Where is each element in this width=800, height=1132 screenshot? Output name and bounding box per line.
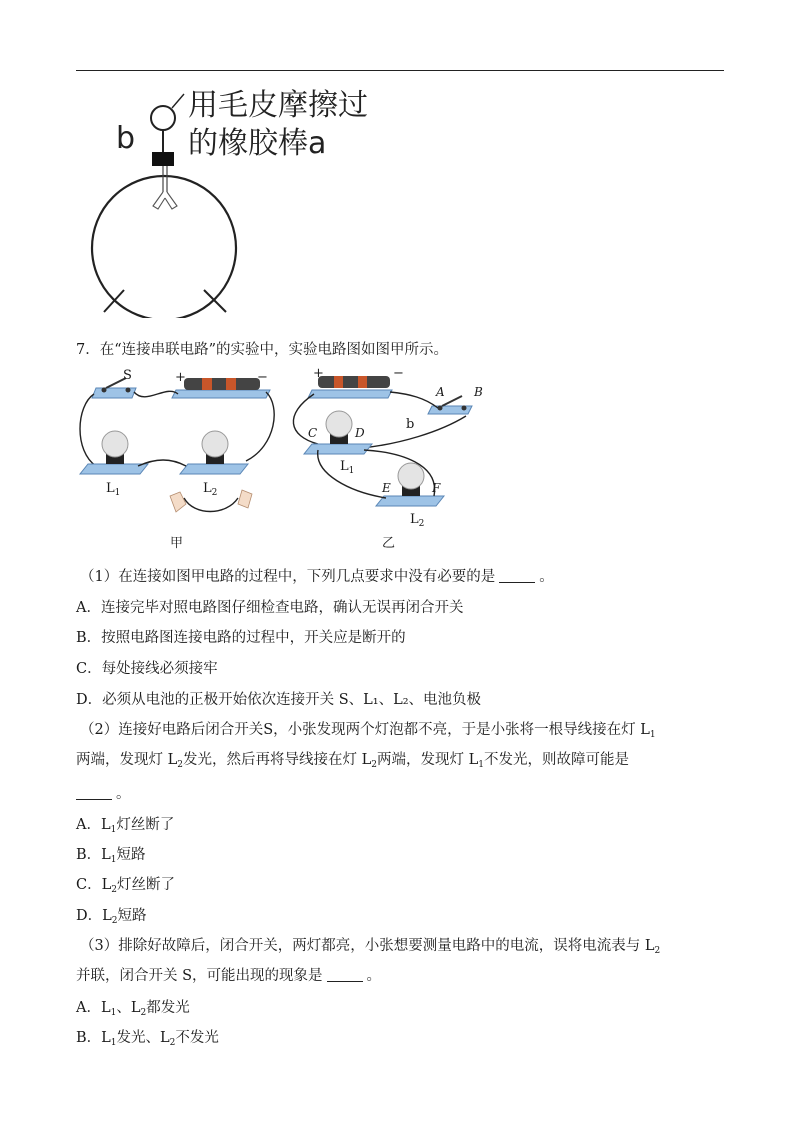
part1-option-c[interactable]: C．每处接线必须接牢	[76, 661, 218, 677]
electroscope-label-b: b	[116, 121, 136, 156]
part2-option-a[interactable]: A．$L_1$灯丝断了	[76, 817, 175, 835]
part2-option-c[interactable]: C．$L_2$灯丝断了	[76, 877, 175, 895]
part2-stem-line3: 。	[76, 784, 131, 804]
circuit-figure-yi	[290, 364, 500, 529]
part3-option-a[interactable]: A．$L_1$、$L_2$都发光	[76, 1000, 190, 1018]
part1-option-b[interactable]: B．按照电路图连接电路的过程中，开关应是断开的	[76, 630, 406, 646]
jia-switch-label: S	[123, 368, 132, 383]
yi-point-c-label: C	[308, 426, 318, 440]
electroscope-caption-line2: 的橡胶棒a	[188, 126, 327, 161]
yi-point-d-label: D	[355, 426, 365, 440]
part1-stem: （1）在连接如图甲电路的过程中，下列几点要求中没有必要的是 。	[80, 569, 554, 585]
part2-stem-line2: 两端，发现灯 $L_2$发光，然后再将导线接在灯 $L_2$两端，发现灯 $L_1$不发光，则故障可能是	[76, 752, 629, 770]
answer-blank-2[interactable]	[76, 785, 112, 800]
yi-lamp2-label: $L_2$	[410, 512, 425, 529]
part3-stem-line2: 并联，闭合开关 S，可能出现的现象是 。	[76, 968, 382, 984]
yi-point-e-label: E	[382, 481, 391, 495]
yi-wire-b-label: b	[406, 417, 415, 432]
yi-point-a-label: A	[436, 385, 445, 399]
jia-caption: 甲	[170, 536, 184, 551]
header-rule	[76, 70, 724, 71]
yi-lamp1-label: $L_1$	[340, 459, 355, 476]
answer-blank-3[interactable]	[327, 967, 363, 982]
yi-caption: 乙	[382, 536, 396, 551]
yi-point-b-label: B	[474, 385, 483, 399]
question-stem: 7．在“连接串联电路”的实验中，实验电路图如图甲所示。	[76, 342, 449, 358]
electroscope-caption-line1: 用毛皮摩擦过	[188, 88, 368, 123]
jia-plus-label: +	[175, 370, 186, 385]
part3-stem-line1: （3）排除好故障后，闭合开关，两灯都亮，小张想要测量电路中的电流，误将电流表与 $L_2$	[80, 938, 661, 956]
part1-option-a[interactable]: A．连接完毕对照电路图仔细检查电路，确认无误再闭合开关	[76, 600, 464, 616]
jia-lamp1-label: $L_1$	[106, 481, 121, 498]
circuit-figure-jia	[76, 366, 276, 531]
part2-stem-line1: （2）连接好电路后闭合开关S，小张发现两个灯泡都不亮，于是小张将一根导线接在灯 $L_1$	[80, 722, 656, 740]
yi-minus-label: −	[393, 366, 404, 381]
yi-plus-label: +	[313, 366, 324, 381]
part2-option-b[interactable]: B．$L_1$短路	[76, 847, 146, 865]
jia-minus-label: −	[257, 370, 268, 385]
part2-option-d[interactable]: D．$L_2$短路	[76, 908, 147, 926]
jia-lamp2-label: $L_2$	[203, 481, 218, 498]
answer-blank-1[interactable]	[499, 568, 535, 583]
part1-option-d[interactable]: D．必须从电池的正极开始依次连接开关 S、L₁、L₂、电池负极	[76, 692, 482, 708]
yi-point-f-label: F	[432, 481, 441, 495]
part3-option-b[interactable]: B．$L_1$发光、$L_2$不发光	[76, 1030, 219, 1048]
